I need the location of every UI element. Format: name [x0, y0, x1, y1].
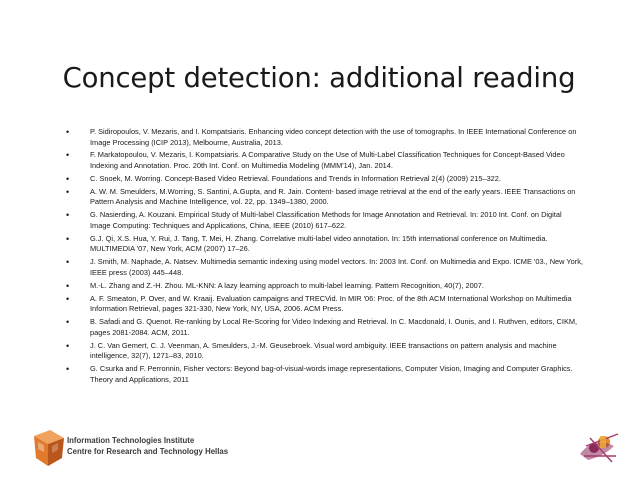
reference-text: P. Sidiropoulos, V. Mezaris, and I. Kompatsiaris. Enhancing video concept detection with the use of tomographs. In IEEE International Conference on Image Processing (ICIP 2013), Melbourne, Australia, 2013.: [90, 127, 577, 147]
reference-text: A. F. Smeaton, P. Over, and W. Kraaij. Evaluation campaigns and TRECVid. In MIR '06: Proc. of the 8th ACM International Workshop on Multimedia Information Retrieval, pages 321-330, New York, NY, USA, 2006. ACM Press.: [90, 293, 572, 314]
bullet-icon: •: [66, 150, 70, 161]
reference-text: G. Csurka and F. Perronnin, Fisher vectors: Beyond bag-of-visual-words image representations, Computer Vision, Imaging and Computer Graphics. Theory and Applications, 2011: [90, 364, 573, 384]
slide-title: Concept detection: additional reading: [62, 62, 576, 94]
reference-item: [64, 281, 584, 292]
reference-item: [64, 294, 584, 315]
bullet-icon: •: [66, 233, 70, 244]
cube-logo-icon: [30, 428, 66, 468]
bullet-icon: •: [66, 173, 70, 184]
bullet-icon: •: [66, 293, 70, 304]
reference-text: F. Markatopoulou, V. Mezaris, I. Kompatsiaris. A Comparative Study on the Use of Multi-Label Classification Techniques for Concept-Based Video Indexing and Annotation. Proc. 20th Int. Conf. on Multimedia Modeling (MMM'14), Jan. 2014.: [90, 150, 565, 171]
reference-list: [64, 127, 584, 388]
reference-item: [64, 341, 584, 362]
reference-item: [64, 187, 584, 208]
reference-item: [64, 364, 584, 385]
reference-text: M.-L. Zhang and Z.-H. Zhou. ML-KNN: A lazy learning approach to multi-label learning. Pattern Recognition, 40(7), 2007.: [90, 280, 484, 290]
reference-item: [64, 127, 584, 148]
institute-footer: [67, 436, 228, 457]
reference-item: [64, 210, 584, 231]
bullet-icon: •: [66, 127, 70, 137]
centre-name: Centre for Research and Technology Hellas: [67, 446, 229, 456]
reference-text: J. C. Van Gemert, C. J. Veenman, A. Smeulders, J.-M. Geusebroek. Visual word ambiguity. IEEE transactions on pattern analysis and machine intelligence, 32(7), 1271–83, 2010.: [90, 340, 557, 361]
bullet-icon: •: [66, 364, 70, 375]
reference-text: G. Nasierding, A. Kouzani. Empirical Study of Multi-label Classification Methods for Image Annotation and Retrieval. In: 2010 Int. Conf. on Digital Image Computing: Techniques and Applications, China, IEEE (2010) 617–622.: [90, 210, 562, 230]
reference-text: C. Snoek, M. Worring. Concept-Based Video Retrieval. Foundations and Trends in Information Retrieval 2(4) (2009) 215–322.: [90, 173, 501, 183]
reference-text: G.J. Qi, X.S. Hua, Y. Rui, J. Tang, T. Mei, H. Zhang. Correlative multi-label video annotation. In: 15th international conference on Multimedia. MULTIMEDIA '07, New York, ACM (2007) 17–26.: [90, 233, 548, 254]
reference-item: [64, 257, 584, 278]
reference-text: J. Smith, M. Naphade, A. Natsev. Multimedia semantic indexing using model vectors. In: 2003 Int. Conf. on Multimedia and Expo. ICME '03., New York, IEEE press (2003) 445–448.: [90, 257, 583, 277]
reference-item: [64, 150, 584, 171]
bullet-icon: •: [66, 340, 70, 351]
bullet-icon: •: [66, 257, 70, 268]
institute-name: Information Technologies Institute: [67, 436, 195, 445]
bullet-icon: •: [66, 317, 70, 328]
reference-item: [64, 317, 584, 338]
decorative-art-icon: [574, 426, 622, 466]
bullet-icon: •: [66, 186, 70, 197]
reference-item: [64, 234, 584, 255]
reference-item: [64, 174, 584, 185]
reference-text: A. W. M. Smeulders, M.Worring, S. Santini, A.Gupta, and R. Jain. Content- based image retrieval at the end of the early years. IEEE Transactions on Pattern Analysis and Machine Intelligence, vol. 22, pp. 1349–1380, 2000.: [90, 186, 576, 207]
bullet-icon: •: [66, 210, 70, 221]
reference-text: B. Safadi and G. Quenot. Re-ranking by Local Re-Scoring for Video Indexing and Retrieval. In C. Macdonald, I. Ounis, and I. Ruthven, editors, CIKM, pages 2081-2084. ACM, 2011.: [90, 317, 578, 337]
bullet-icon: •: [66, 280, 70, 291]
